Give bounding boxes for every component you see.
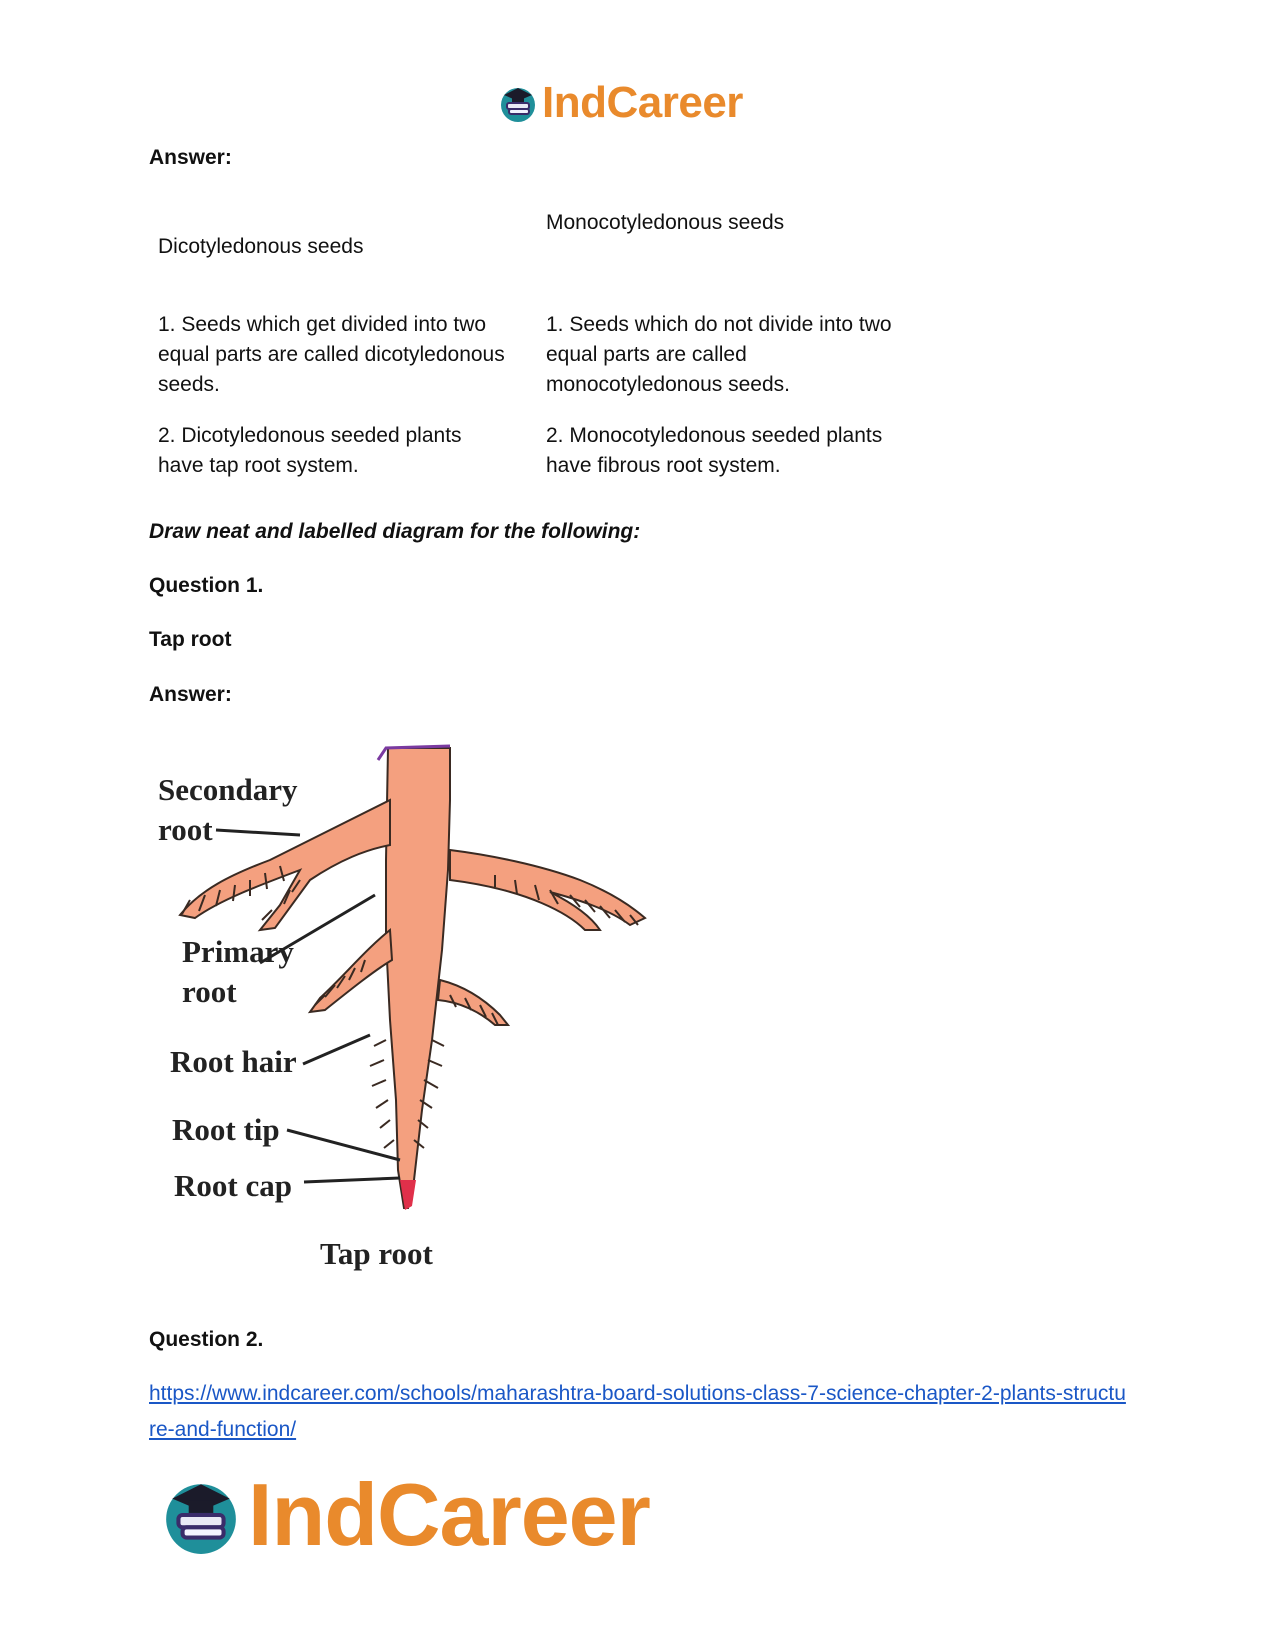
tap-root-diagram: [150, 740, 670, 1300]
indcareer-logo-top: [498, 78, 743, 128]
table-cell-dicot-1: 1. Seeds which get divided into two equal parts are called dicotyledonous seeds.: [158, 313, 505, 396]
question-1-title: Tap root: [149, 628, 232, 651]
label-root-tip: Root tip: [172, 1112, 280, 1147]
logo-wordmark: IndCareer: [248, 1465, 650, 1564]
table-cell-monocot-1: 1. Seeds which do not divide into two equal parts are called monocotyledonous seeds.: [546, 313, 892, 396]
label-root-cap: Root cap: [174, 1168, 292, 1203]
table-header-monocot: Monocotyledonous seeds: [546, 211, 785, 234]
logo-wordmark: IndCareer: [542, 78, 743, 127]
label-primary: Primary: [182, 934, 294, 969]
label-primary-root: root: [182, 974, 237, 1009]
label-secondary-root: root: [158, 812, 213, 847]
question-2-heading: Question 2.: [149, 1328, 264, 1351]
graduate-globe-books-icon: [498, 83, 538, 123]
label-root-hair: Root hair: [170, 1044, 297, 1079]
answer-label: Answer:: [149, 683, 232, 706]
label-secondary: Secondary: [158, 772, 298, 807]
answer-label: Answer:: [149, 146, 232, 169]
diagram-caption: Tap root: [320, 1236, 433, 1271]
table-cell-monocot-2: 2. Monocotyledonous seeded plants have fibrous root system.: [546, 424, 883, 477]
graduate-globe-books-icon: [160, 1474, 242, 1556]
table-header-dicot: Dicotyledonous seeds: [158, 235, 364, 258]
indcareer-logo-bottom: [160, 1465, 650, 1564]
diagram-instruction: Draw neat and labelled diagram for the following:: [149, 520, 641, 543]
question-1-heading: Question 1.: [149, 574, 264, 597]
source-link[interactable]: https://www.indcareer.com/schools/maharashtra-board-solutions-class-7-science-chapter-2-plants-structure-and-function/: [149, 1382, 1126, 1441]
table-cell-dicot-2: 2. Dicotyledonous seeded plants have tap root system.: [158, 424, 462, 477]
